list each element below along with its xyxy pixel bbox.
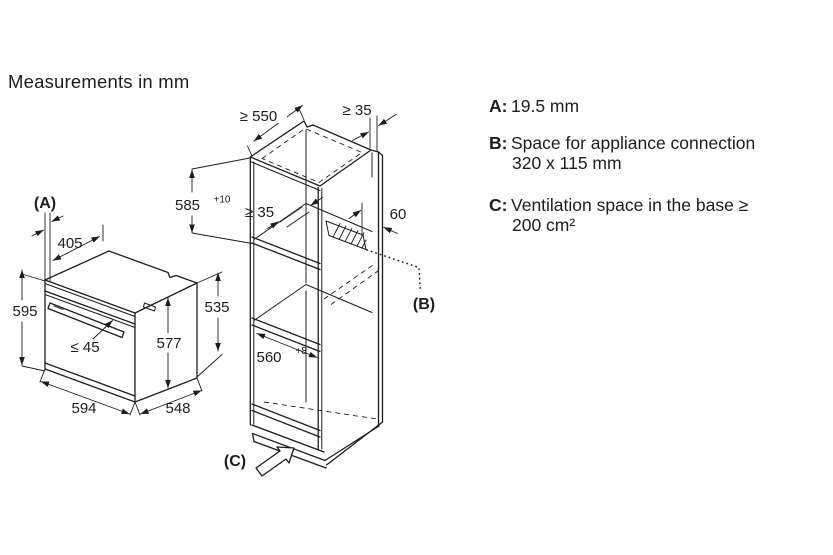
niche-width-tolerance: +8 xyxy=(295,346,307,357)
legend-item-c xyxy=(489,195,748,235)
niche-height-tolerance: +10 xyxy=(213,194,231,206)
legend-item-a xyxy=(489,96,579,116)
legend-item-b xyxy=(489,133,755,173)
diagram-title: Measurements in mm xyxy=(8,71,190,92)
oven-top-depth-dim: 405 xyxy=(57,235,83,252)
legend-key-a: A: xyxy=(489,96,508,116)
legend-key-c: C: xyxy=(489,195,508,215)
niche-rear-gap-dim: ≥ 35 xyxy=(244,204,275,221)
niche-height-dim: 585 xyxy=(175,197,201,214)
oven-door-height-dim: 577 xyxy=(156,335,182,352)
legend-text-b-line2: 320 x 115 mm xyxy=(512,153,622,173)
cabinet-label-c: (C) xyxy=(223,453,247,470)
legend-text-c: Ventilation space in the base ≥ xyxy=(511,195,749,215)
cabinet-rear-gap-top-dim: ≥ 35 xyxy=(342,102,372,119)
cabinet-drawing xyxy=(175,102,435,476)
oven-depth-dim: 548 xyxy=(165,400,191,417)
ventilation-direction-arrow xyxy=(256,447,294,476)
legend-text-b: Space for appliance connection xyxy=(511,133,756,153)
appliance-connection-hatch xyxy=(326,221,366,250)
oven-width-dim: 594 xyxy=(71,400,97,417)
legend-key-b: B: xyxy=(489,133,508,153)
legend-text-a: 19.5 mm xyxy=(511,96,580,116)
oven-handle-depth-dim: ≤ 45 xyxy=(70,339,100,356)
oven-front-height-dim: 595 xyxy=(12,303,38,320)
oven-drawing xyxy=(12,195,229,417)
oven-body-height-dim: 535 xyxy=(204,299,230,316)
oven-top-face xyxy=(45,251,197,313)
connection-offset-dim: 60 xyxy=(389,206,407,223)
legend-text-c-line2: 200 cm² xyxy=(512,215,576,235)
oven-label-a: (A) xyxy=(33,195,57,212)
cabinet-top-depth-dim: ≥ 550 xyxy=(239,108,278,125)
cabinet-label-b: (B) xyxy=(412,296,436,313)
niche-width-dim: 560 xyxy=(256,349,282,366)
connection-leader-dotted xyxy=(367,250,421,292)
